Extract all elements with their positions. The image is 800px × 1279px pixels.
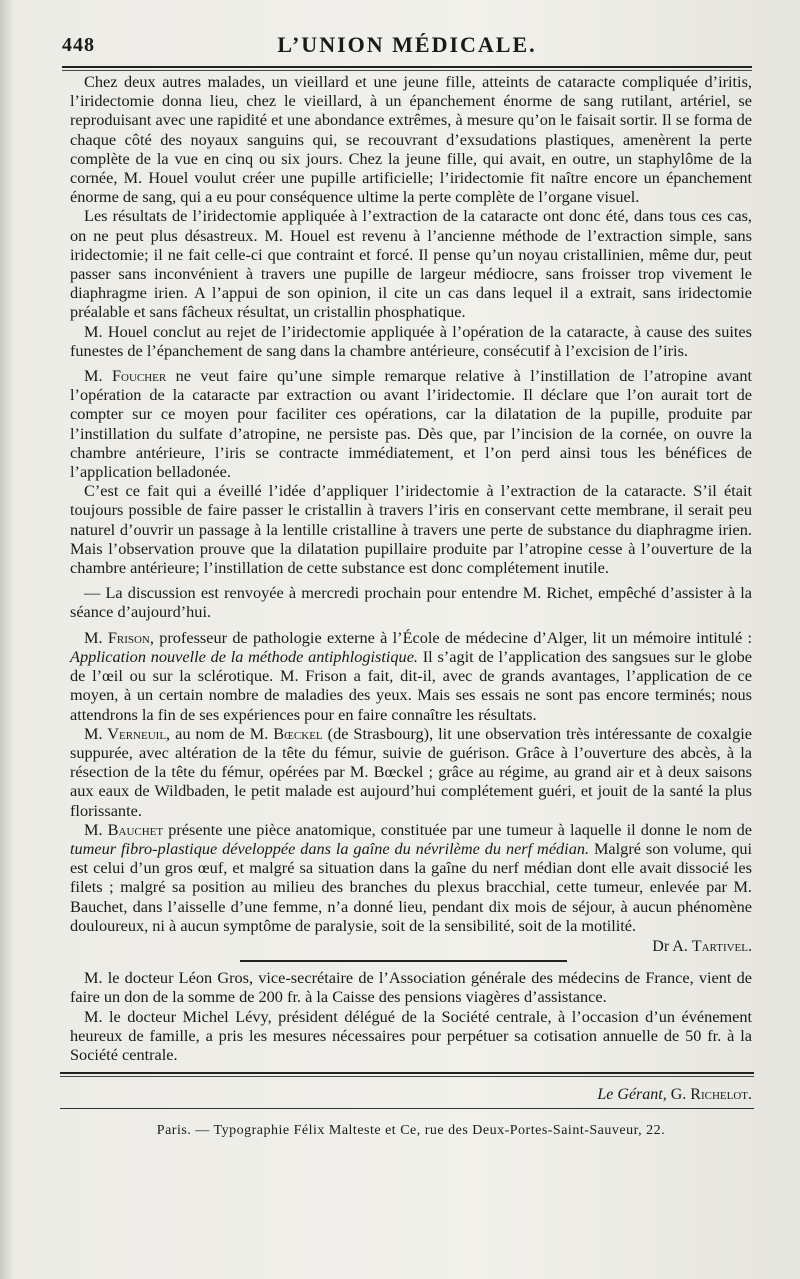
paragraph: M. Houel conclut au rejet de l’iridectomie appliquée à l’opération de la cataracte, à cause des suites funestes de l’épanchement de sang dans la chambre antérieure, consécutif à l’excision de l’iris. xyxy=(70,321,752,360)
running-title: L’UNION MÉDICALE. xyxy=(277,32,537,57)
discussion-paragraph: — La discussion est renvoyée à mercredi prochain pour entendre M. Richet, empêché d’assister à la séance d’aujourd’hui. xyxy=(70,583,752,622)
tumor-title: tumeur fibro-plastique développée dans la gaîne du névrilème du nerf médian. xyxy=(70,838,590,858)
notice-paragraph: M. le docteur Léon Gros, vice-secrétaire de l’Association générale des médecins de France, vient de faire un don de la somme de 200 fr. à la Caisse des pensions viagères d’assistance. xyxy=(70,968,752,1007)
speaker-name: M. Bauchet xyxy=(84,819,164,839)
footer-rule-thin xyxy=(60,1076,754,1077)
speaker-name: M. Foucher xyxy=(84,366,167,386)
speaker-name: M. Verneuil xyxy=(84,723,167,743)
memoir-title: Application nouvelle de la méthode antiphlogistique. xyxy=(70,646,418,666)
header-rule xyxy=(62,66,752,68)
bottom-rule xyxy=(60,1108,754,1109)
header-rule-thin xyxy=(62,70,752,71)
footer-rule xyxy=(60,1072,754,1074)
paragraph: Chez deux autres malades, un vieillard et une jeune fille, atteints de cataracte compliquée d’iritis, l’iridectomie donna lieu, chez le vieillard, à un épanchement énorme de sang rutilant, artériel, se reproduisant avec une rapidité et une abondance extrêmes, à mesure qu’on le faisait sortir. Il se forma de chaque côté des noyaux sanguins qui, se recouvrant d’exsudations plastiques, amenèrent la perte complète de la vue en cinq ou six jours. Chez la jeune fille, qui avait, en outre, un staphylôme de la cornée, M. Houel voulut créer une pupille artificielle; l’iridectomie fit naître encore un épanchement énorme de sang, qui a eu pour conséquence ultime la perte complète de l’organe visuel. xyxy=(70,72,752,207)
page-header xyxy=(62,30,752,62)
foucher-paragraph: M. Foucher ne veut faire qu’une simple remarque relative à l’instillation de l’atropine avant l’opération de la cataracte par extraction ou avant l’iridectomie. Il déclare que l’on aurait tort de compter sur ce moyen pour faciliter ces opérations, car la dilatation de la pupille, produite par l’instillation du sulfate d’atropine, ne persiste pas. Dès que, par l’incision de la cornée, on ouvre la chambre antérieure, l’iris se contracte immédiatement, et l’on perd ainsi tous les bénéfices de l’application belladonée. xyxy=(70,366,753,482)
paragraph: C’est ce fait qui a éveillé l’idée d’appliquer l’iridectomie à l’extraction de la cataracte. S’il était toujours possible de faire passer le cristallin à travers l’iris en conservant cette membrane, il serait peu naturel d’ouvrir un passage à la lentille cristalline à travers une perte de substance du diaphragme irien. Mais l’observation prouve que la dilatation pupillaire produite par l’atropine cesse à l’ouverture de la chambre antérieure; l’instillation de cette substance est donc complétement inutile. xyxy=(70,481,752,578)
paragraph: Les résultats de l’iridectomie appliquée à l’extraction de la cataracte ont donc été, dans tous ces cas, on ne peut plus désastreux. M. Houel est revenu à l’ancienne méthode de l’extraction simple, sans iridectomie; il ne fait celle-ci que contraint et forcé. Il pense qu’un noyau cristallinien, même dur, peut passer sans inconvénient à travers une pupille de largeur médiocre, sans froisser trop vivement le diaphragme irien. A l’appui de son opinion, il cite un cas dans lequel il a extrait, sans iridectomie préalable et sans fâcheux résultat, un cristallin phosphatique. xyxy=(70,206,752,322)
speaker-name: Bœckel xyxy=(273,723,323,743)
verneuil-paragraph: M. Verneuil, au nom de M. Bœckel (de Strasbourg), lit une observation très intéressante de coxalgie suppurée, avec altération de la tête du fémur, suivie de guérison. Grâce à l’ouverture des abcès, à la résection de la tête du fémur, opérées par M. Bœckel ; grâce au régime, au grand air et à deux saisons aux eaux de Wildbaden, le petit malade est aujourd’hui complétement guéri, et jouit de la santé la plus florissante. xyxy=(70,723,752,820)
bauchet-paragraph: M. Bauchet présente une pièce anatomique, constituée par une tumeur à laquelle il donne le nom de tumeur fibro-plastique développée dans la gaîne du névrilème du nerf médian. Malgré son volume, qui est celui d’un gros œuf, et malgré sa situation dans la gaîne du nerf médian dont elle avait dissocié les filets ; malgré sa position au milieu des branches du plexus bracchial, cette tumeur, enlevée par M. Bauchet, dans l’aisselle d’une femme, n’a donné lieu, pendant dix mois de séjour, à aucun phénomène douloureux, ni à aucun symptôme de paralysie, soit de la sensibilité, soit de la motilité. xyxy=(70,819,752,935)
section-divider xyxy=(240,960,567,962)
speaker-name: M. Frison xyxy=(84,627,150,647)
signature: Dr A. Tartivel. xyxy=(652,937,752,955)
frison-paragraph: M. Frison, professeur de pathologie externe à l’École de médecine d’Alger, lit un mémoire intitulé : Application nouvelle de la méthode antiphlogistique. Il s’agit de l’application des sangsues sur le globe de l’œil ou sur la sclérotique. M. Frison a fait, dit-il, avec de grands avantages, l’application de ce moyen, à un certain nombre de maladies des yeux. Mais ses essais ne sont pas encore terminés; nous attendrons la fin de ses expériences pour en faire connaître les résultats. xyxy=(70,627,752,724)
printer-imprint: Paris. — Typographie Félix Malteste et Ce, rue des Deux-Portes-Saint-Sauveur, 22. xyxy=(156,1123,666,1139)
page-number: 448 xyxy=(62,34,95,56)
notice-paragraph: M. le docteur Michel Lévy, président délégué de la Société centrale, à l’occasion d’un événement heureux de famille, a pris les mesures nécessaires pour perpétuer sa cotisation annuelle de 50 fr. à la Société centrale. xyxy=(70,1006,752,1064)
gerant-line: Le Gérant, G. Richelot. xyxy=(597,1086,752,1104)
article-body xyxy=(70,72,752,1141)
